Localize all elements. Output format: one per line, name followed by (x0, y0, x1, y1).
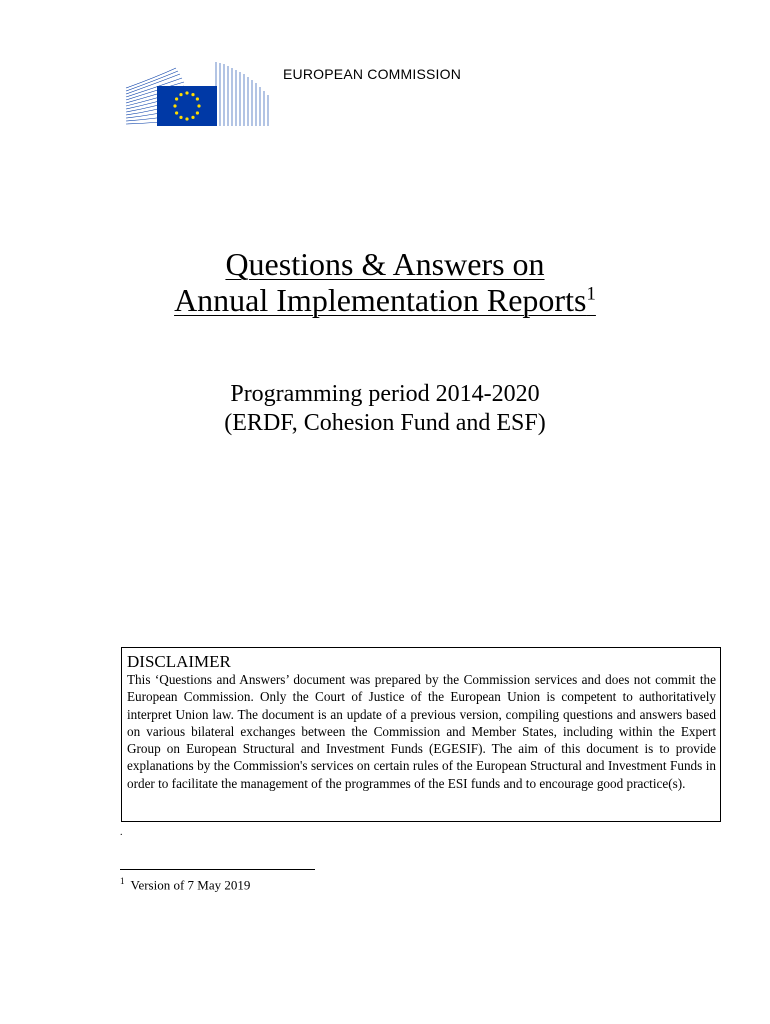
footnote (120, 876, 250, 893)
subtitle-line-2: (ERDF, Cohesion Fund and ESF) (224, 410, 546, 436)
document-title (0, 246, 770, 318)
title-line-2 (174, 282, 596, 318)
disclaimer-text: This ‘Questions and Answers’ document was prepared by the Commission services and does not commit the European Commission. Only the Court of Justice of the European Union is competent to authoritatively interpret Union law. The document is an update of a previous version, compiling questions and answers based on various bilateral exchanges between the Commission and Member States, including within the Expert Group on European Structural and Investment Funds (EGESIF). The aim of this document is to provide explanations by the Commission's services on certain rules of the European Structural and Investment Funds in order to facilitate the management of the programmes of the ESI funds and to encourage good practice(s). (127, 672, 716, 791)
disclaimer-heading: DISCLAIMER (127, 652, 231, 671)
footnote-divider (120, 869, 315, 870)
title-line-2-text: Annual Implementation Reports (174, 282, 587, 318)
document-subtitle (0, 380, 770, 438)
subtitle-line-1: Programming period 2014-2020 (230, 381, 540, 407)
footnote-number: 1 (120, 876, 125, 886)
title-line-1: Questions & Answers on (225, 246, 545, 282)
disclaimer-box (121, 647, 721, 822)
title-footnote-ref[interactable]: 1 (586, 283, 596, 305)
organisation-name: EUROPEAN COMMISSION (283, 66, 462, 82)
stray-mark: . (120, 827, 123, 838)
footnote-text: Version of 7 May 2019 (130, 877, 251, 893)
european-commission-logo (124, 60, 272, 130)
